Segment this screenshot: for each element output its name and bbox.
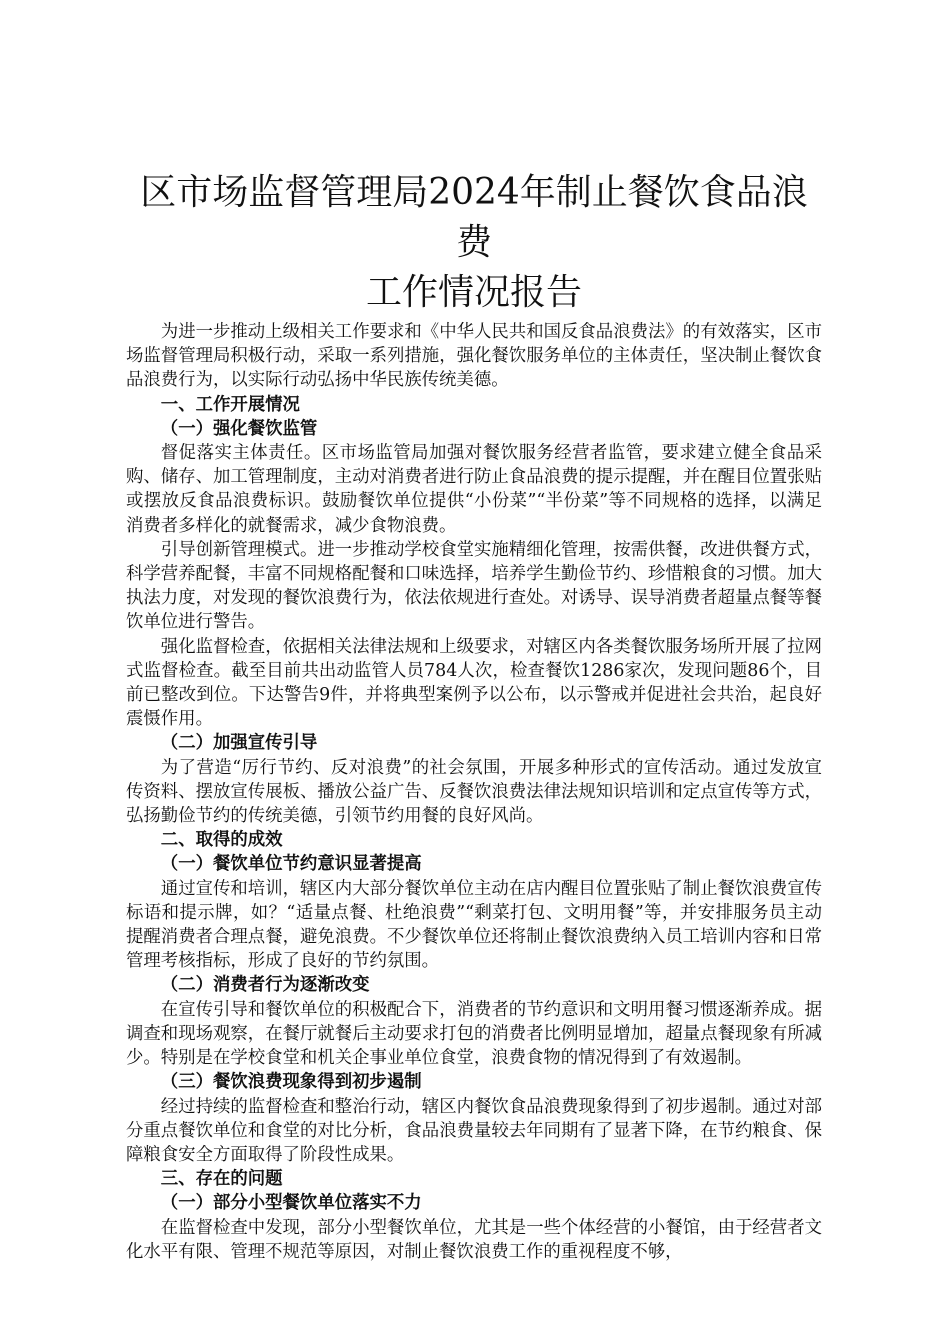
section-2-3-heading: （三）餐饮浪费现象得到初步遏制 <box>160 1072 422 1093</box>
section-1-2-heading: （二）加强宣传引导 <box>160 733 318 754</box>
section-2-2-paragraph-1: 在宣传引导和餐饮单位的积极配合下，消费者的节约意识和文明用餐习惯逐渐养成。据调查和现场观察，在餐厅就餐后主动要求打包的消费者比例明显增加，超量点餐现象有所减少。特别是在学校食堂和机关企事业单位食堂，浪费食物的情况得到了有效遏制。 <box>126 999 822 1069</box>
section-1-1-paragraph-3: 强化监督检查，依据相关法律法规和上级要求，对辖区内各类餐饮服务场所开展了拉网式监督检查。截至目前共出动监管人员784人次，检查餐饮1286家次，发现问题86个，目前已整改到位。下达警告9件，并将典型案例予以公布，以示警戒并促进社会共治，起良好震慑作用。 <box>126 636 822 730</box>
section-1-1-paragraph-1: 督促落实主体责任。区市场监管局加强对餐饮服务经营者监管，要求建立健全食品采购、储存、加工管理制度，主动对消费者进行防止食品浪费的提示提醒，并在醒目位置张贴或摆放反食品浪费标识。鼓励餐饮单位提供“小份菜”“半份菜”等不同规格的选择，以满足消费者多样化的就餐需求，减少食物浪费。 <box>126 443 822 536</box>
section-2-heading: 二、取得的成效 <box>160 830 283 851</box>
section-2-3-paragraph-1: 经过持续的监督检查和整治行动，辖区内餐饮食品浪费现象得到了初步遏制。通过对部分重点餐饮单位和食堂的对比分析，食品浪费量较去年同期有了显著下降，在节约粮食、保障粮食安全方面取得了阶段性成果。 <box>126 1096 822 1165</box>
section-3-1-paragraph-1: 在监督检查中发现，部分小型餐饮单位，尤其是一些个体经营的小餐馆，由于经营者文化水平有限、管理不规范等原因，对制止餐饮浪费工作的重视程度不够， <box>126 1217 822 1262</box>
title-line-1: 区市场监督管理局2024年制止餐饮食品浪费 <box>140 172 808 263</box>
section-1-heading: 一、工作开展情况 <box>160 394 300 415</box>
section-3-heading: 三、存在的问题 <box>160 1169 283 1190</box>
document-title <box>126 168 822 318</box>
section-1-1-paragraph-2: 引导创新管理模式。进一步推动学校食堂实施精细化管理，按需供餐，改进供餐方式，科学营养配餐，丰富不同规格配餐和口味选择，培养学生勤俭节约、珍惜粮食的习惯。加大执法力度，对发现的餐饮浪费行为，依法依规进行查处。对诱导、误导消费者超量点餐等餐饮单位进行警告。 <box>126 539 822 633</box>
intro-paragraph: 为进一步推动上级相关工作要求和《中华人民共和国反食品浪费法》的有效落实，区市场监督管理局积极行动，采取一系列措施，强化餐饮服务单位的主体责任，坚决制止餐饮食品浪费行为，以实际行动弘扬中华民族传统美德。 <box>126 322 822 391</box>
section-1-1-heading: （一）强化餐饮监管 <box>160 418 318 439</box>
section-3-1-heading: （一）部分小型餐饮单位落实不力 <box>160 1193 422 1214</box>
title-line-2: 工作情况报告 <box>365 272 582 313</box>
document-body <box>126 320 822 1264</box>
section-2-2-heading: （二）消费者行为逐渐改变 <box>160 975 370 996</box>
section-1-2-paragraph-1: 为了营造“厉行节约、反对浪费”的社会氛围，开展多种形式的宣传活动。通过发放宣传资料、摆放宣传展板、播放公益广告、反餐饮浪费法律法规知识培训和定点宣传等方式，弘扬勤俭节约的传统美德，引领节约用餐的良好风尚。 <box>126 757 822 827</box>
section-2-1-heading: （一）餐饮单位节约意识显著提高 <box>160 854 422 875</box>
section-2-1-paragraph-1: 通过宣传和培训，辖区内大部分餐饮单位主动在店内醒目位置张贴了制止餐饮浪费宣传标语和提示牌，如？“适量点餐、杜绝浪费”“剩菜打包、文明用餐”等，并安排服务员主动提醒消费者合理点餐，避免浪费。不少餐饮单位还将制止餐饮浪费纳入员工培训内容和日常管理考核指标，形成了良好的节约氛围。 <box>126 878 822 972</box>
